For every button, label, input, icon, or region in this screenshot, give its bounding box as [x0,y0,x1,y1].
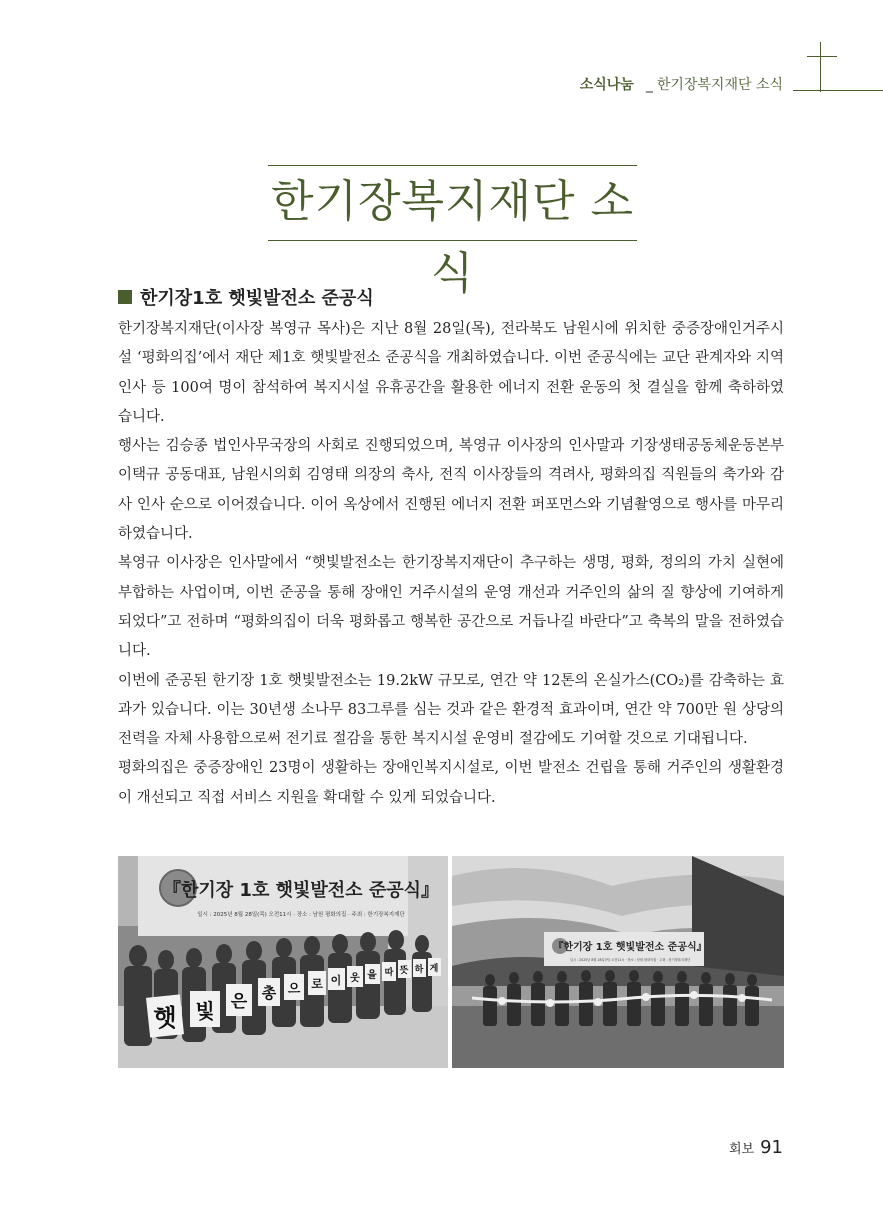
paragraph-2: 행사는 김승종 법인사무국장의 사회로 진행되었으며, 복영규 이사장의 인사말과 기장생태공동체운동본부 이택규 공동대표, 남원시의회 김영태 의장의 축사, 전직 이사장들의 격려사, 평화의집 직원들의 축가와 감사 인사 순으로 이어졌습니다. 이어 옥상에서 진행된 에너지 전환 퍼포먼스와 기념촬영으로 행사를 마무리하였습니다. [118,438,784,543]
card-letter-12: 하 [414,965,424,975]
square-bullet-icon [118,290,132,304]
header-subtitle: 한기장복지재단 소식 [656,77,783,93]
section-heading-text: 한기장1호 햇빛발전소 준공식 [140,288,374,309]
card-letter-4: 총 [261,984,277,1002]
header-cross-vertical [820,42,821,92]
card-letter-8: 웃 [350,973,360,984]
header-section: 소식나눔 [579,77,634,93]
card-letter-2: 빛 [195,999,215,1023]
card-letter-1: 햇 [153,1004,177,1032]
title-block [268,165,637,299]
card-letter-13: 게 [429,964,439,974]
photo2-banner-title: 『한기장 1호 햇빛발전소 준공식』 [553,942,707,953]
page-number: 91 [760,1137,783,1158]
paragraph-5: 평화의집은 중증장애인 23명이 생활하는 장애인복지시설로, 이번 발전소 건립을 통해 거주인의 생활환경이 개선되고 직접 서비스 지원을 확대할 수 있게 되었습니다. [118,760,784,806]
card-letter-5: 으 [287,982,301,997]
photo-ribbon-cutting [452,856,784,1068]
photo2-banner-detail: 일시 : 2025년 8월 28일(목) 오전11시 · 장소 : 남원 평화의집 · 주최 : 한기장복지재단 [569,958,691,962]
paragraph-3: 복영규 이사장은 인사말에서 “햇빛발전소는 한기장복지재단이 추구하는 생명, 평화, 정의의 가치 실현에 부합하는 사업이며, 이번 준공을 통해 장애인 거주시설의 운영 개선과 거주인의 삶의 질 향상에 기여하게 되었다”고 전하며 “평화의집이 더욱 평화롭고 행복한 공간으로 거듭나길 바란다”고 축복의 말을 전하였습니다. [118,555,784,660]
footer-label: 회보 [728,1142,755,1157]
card-letter-9: 을 [367,970,377,981]
card-letter-10: 따 [384,968,394,978]
article-body [118,315,784,813]
header-rule [793,90,883,91]
section-heading [118,284,374,310]
header-cross-horizontal [807,56,837,57]
card-letter-7: 이 [330,974,342,987]
card-letter-3: 은 [230,992,248,1012]
page-footer [729,1137,783,1158]
photo-group-with-letter-cards [118,856,448,1068]
photo1-banner-detail: 일시 : 2025년 8월 28일(목) 오전11시 · 장소 : 남원 평화의집 · 주최 : 한기장복지재단 [197,912,405,918]
paragraph-1: 한기장복지재단(이사장 복영규 목사)은 지난 8월 28일(목), 전라북도 남원시에 위치한 중증장애인거주시설 ‘평화의집’에서 재단 제1호 햇빛발전소 준공식을 개최하였습니다. 이번 준공식에는 교단 관계자와 지역 인사 등 100여 명이 참석하여 복지시설 유휴공간을 활용한 에너지 전환 운동의 첫 결실을 함께 축하하였습니다. [118,321,784,425]
card-letter-11: 뜻 [399,966,409,976]
card-letter-6: 로 [311,977,323,991]
paragraph-4: 이번에 준공된 한기장 1호 햇빛발전소는 19.2kW 규모로, 연간 약 12톤의 온실가스(CO₂)를 감축하는 효과가 있습니다. 이는 30년생 소나무 83그루를 심는 것과 같은 환경적 효과이며, 연간 약 700만 원 상당의 전력을 자체 사용함으로써 전기료 절감을 통한 복지시설 운영비 절감에도 기여할 것으로 기대됩니다. [118,672,784,748]
header-separator: _ [645,77,653,93]
page-title: 한기장복지재단 소식 [270,176,635,299]
photo1-banner-title: 『한기장 1호 햇빛발전소 준공식』 [163,880,439,901]
running-header [580,74,783,94]
